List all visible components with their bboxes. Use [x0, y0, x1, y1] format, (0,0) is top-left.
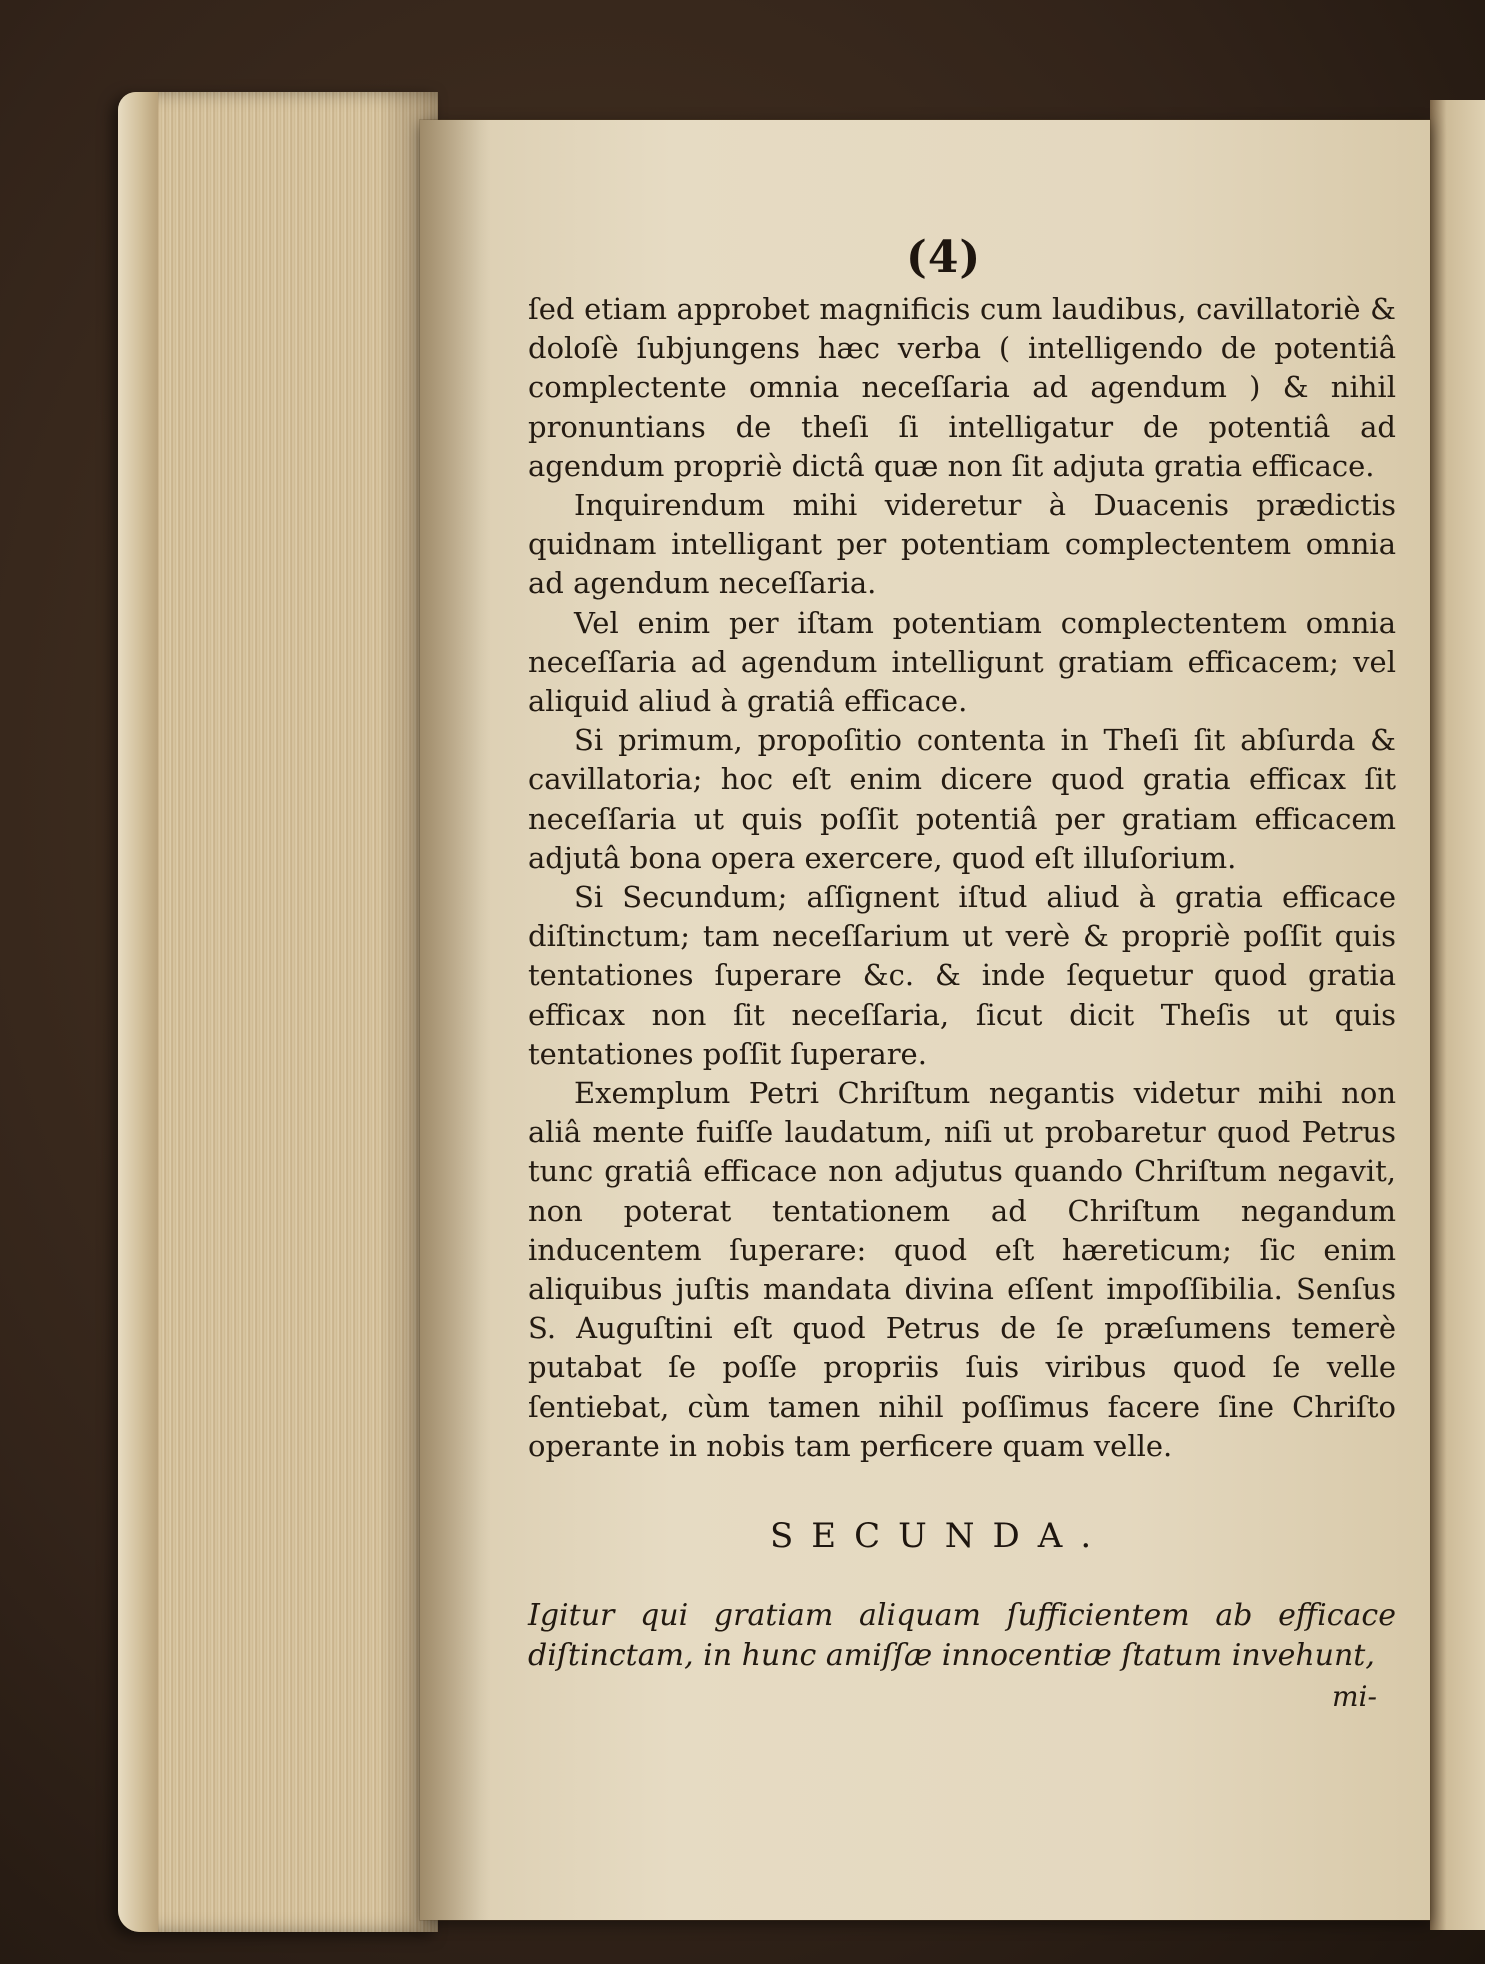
paragraph-5: Si Secundum; aſſignent iſtud aliud à gratia efficace diſtinctum; tam neceſſarium ut verè & propriè poſſit quis tentationes ſuperare &c. & inde ſequetur quod gratia efficax non ſit neceſſaria, ſicut dicit Theſis ut quis tentationes poſſit ſuperare. [528, 880, 1396, 1071]
gutter-edge [1430, 100, 1485, 1930]
paragraph-1: ſed etiam approbet magnificis cum laudibus, cavillatoriè & doloſè ſubjungens hæc verba ( intelligendo de potentiâ complectente omnia neceſſaria ad agendum ) & nihil pronuntians de theſi ſi intelligatur de potentiâ ad agendum propriè dictâ quæ non ſit adjuta gratia efficace. [528, 292, 1396, 483]
section-heading: SECUNDA. [770, 1516, 1110, 1556]
catchword: mi- [1332, 1680, 1377, 1713]
page-edges [118, 92, 438, 1932]
page-number: (4) [906, 232, 982, 283]
body-text [528, 290, 1396, 1466]
italic-paragraph: Igitur qui gratiam aliquam ſufficientem ab efficace diſtinctam, in hunc amiſſæ innocentiæ ſtatum invehunt, [528, 1598, 1396, 1673]
paragraph-4: Si primum, propoſitio contenta in Theſi ſit abſurda & cavillatoria; hoc eſt enim dicere quod gratia efficax ſit neceſſaria ut quis poſſit potentiâ per gratiam efficacem adjutâ bona opera exercere, quod eſt illuſorium. [528, 723, 1396, 875]
paragraph-6: Exemplum Petri Chriſtum negantis videtur mihi non aliâ mente fuiſſe laudatum, niſi ut probaretur quod Petrus tunc gratiâ efficace non adjutus quando Chriſtum negavit, non poterat tentationem ad Chriſtum negandum inducentem ſuperare: quod eſt hæreticum; ſic enim aliquibus juſtis mandata divina eſſent impoſſibilia. Senſus S. Auguſtini eſt quod Petrus de ſe præſumens temerè putabat ſe poſſe propriis ſuis viribus quod ſe velle ſentiebat, cùm tamen nihil poſſimus facere ſine Chriſto operante in nobis tam perficere quam velle. [528, 1076, 1396, 1463]
paragraph-3: Vel enim per iſtam potentiam complectentem omnia neceſſaria ad agendum intelligunt gratiam efficacem; vel aliquid aliud à gratiâ efficace. [528, 605, 1396, 719]
paragraph-2: Inquirendum mihi videretur à Duacenis prædictis quidnam intelligant per potentiam complectentem omnia ad agendum neceſſaria. [528, 488, 1396, 601]
